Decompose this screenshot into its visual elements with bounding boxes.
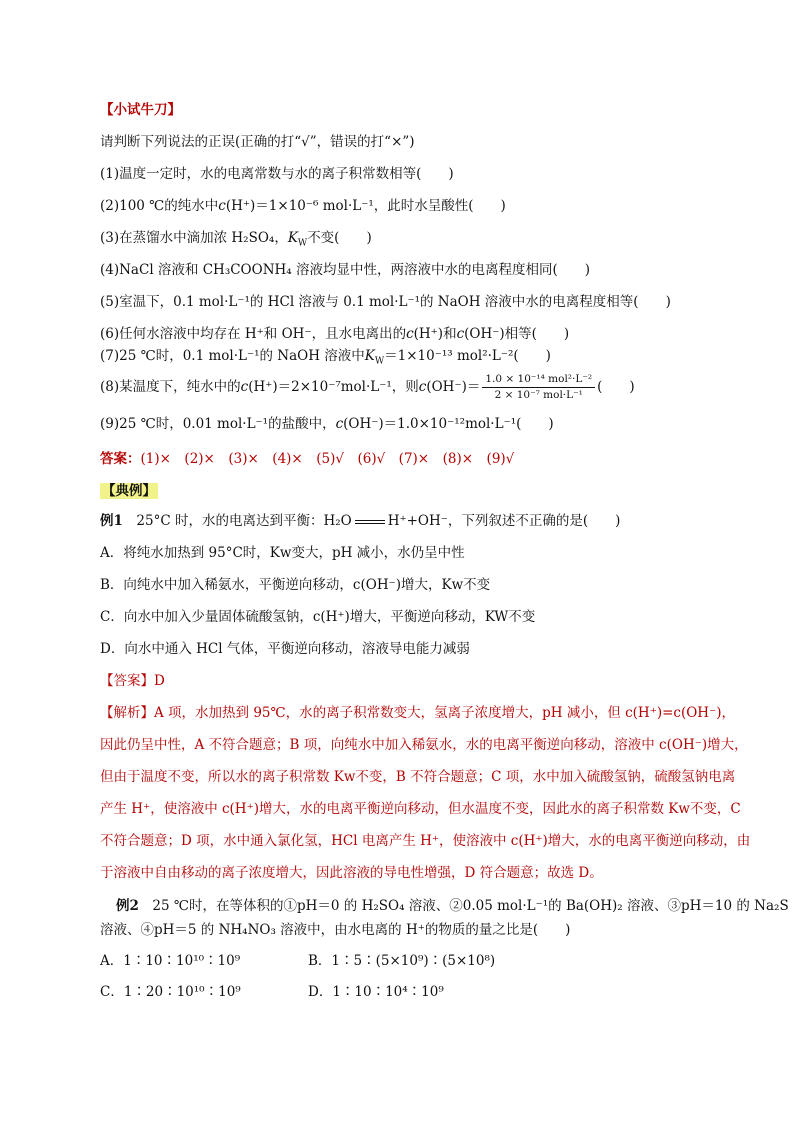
question-2 (100, 197, 506, 215)
q8-text-d: (OH⁻)＝ (426, 379, 481, 395)
example-1-stem (100, 512, 620, 530)
q3-text-a: (3)在蒸馏水中滴加浓 H₂SO₄， (100, 230, 288, 246)
q6-c2: c (456, 326, 465, 342)
example-2-option-c: C．1∶20∶10¹⁰∶10⁹ (100, 984, 241, 1000)
q8-text-b: (H⁺)＝2×10⁻⁷mol·L⁻¹，则 (248, 379, 419, 395)
question-5: (5)室温下，0.1 mol·L⁻¹的 HCl 溶液与 0.1 mol·L⁻¹的 NaOH 溶液中水的电离程度相等( ) (100, 294, 671, 310)
example-1-analysis-line-2: 因此仍呈中性，A 不符合题意；B 项，向纯水中加入稀氨水，水的电离平衡逆向移动，溶液中 c(OH⁻)增大， (100, 737, 748, 753)
example-2-stem-line-2: 溶液、④pH＝5 的 NH₄NO₃ 溶液中，由水电离的 H⁺的物质的量之比是( ) (100, 922, 571, 938)
q7-k: K (364, 348, 375, 364)
example-2-option-b: B．1∶5∶(5×10⁹)∶(5×10⁸) (308, 953, 496, 969)
answers-line (100, 450, 514, 468)
q8-c2: c (418, 379, 427, 395)
question-9 (100, 415, 554, 433)
question-8 (100, 373, 635, 402)
example-1-analysis-label: 【解析】 (100, 705, 154, 721)
example-1-answer-label: 【答案】 (100, 673, 154, 689)
example-1-text-b: H⁺+OH⁻，下列叙述不正确的是( ) (387, 513, 621, 529)
example-1-analysis-line-5: 不符合题意；D 项，水中通入氯化氢，HCl 电离产生 H⁺，使溶液中 c(H⁺)增大，水的电离平衡逆向移动，由 (100, 833, 751, 849)
section-heading-example (100, 482, 158, 500)
question-7 (100, 347, 551, 365)
example-1-label: 例1 (100, 513, 123, 529)
example-1-option-b: B．向纯水中加入稀氨水，平衡逆向移动，c(OH⁻)增大，Kw不变 (100, 577, 491, 593)
example-heading-label: 【典例】 (102, 483, 156, 499)
q6-text-b: (H⁺)和 (413, 326, 457, 342)
example-1-answer-value: D (154, 673, 165, 689)
q8-denominator: 2 × 10⁻⁷ mol·L⁻¹ (494, 389, 583, 401)
q9-c: c (335, 416, 344, 432)
question-6 (100, 325, 569, 343)
example-1-analysis-line-1 (100, 704, 735, 722)
q8-c1: c (240, 379, 249, 395)
example-1-answer (100, 672, 165, 690)
example-1-analysis-text-1: A 项，水加热到 95℃，水的离子积常数变大，氢离子浓度增大，pH 减小，但 c(H⁺)=c(OH⁻)， (154, 705, 735, 721)
example-2-option-a: A．1∶10∶10¹⁰∶10⁹ (100, 953, 241, 969)
example-2-text-1: 25 ℃时，在等体积的①pH＝0 的 H₂SO₄ 溶液、②0.05 mol·L⁻¹的 Ba(OH)₂ 溶液、③pH＝10 的 Na₂S (138, 898, 789, 914)
example-2-stem-line-1 (116, 897, 789, 915)
answers-label: 答案： (100, 451, 141, 467)
q7-text-b: ＝1×10⁻¹³ mol²·L⁻²( ) (384, 348, 551, 364)
example-1-option-c: C．向水中加入少量固体硫酸氢钠，c(H⁺)增大，平衡逆向移动，KW不变 (100, 609, 536, 625)
answers-text: (1)× (2)× (3)× (4)× (5)√ (6)√ (7)× (8)× (9)√ (140, 451, 515, 467)
example-2-option-d: D．1∶10∶10⁴∶10⁹ (308, 984, 444, 1000)
q8-text-e: ( ) (597, 379, 635, 395)
equilibrium-arrow-icon (355, 517, 385, 527)
question-3 (100, 229, 372, 247)
q3-w: W (297, 238, 308, 249)
q8-numerator: 1.0 × 10⁻¹⁴ mol²·L⁻² (482, 373, 595, 388)
example-1-analysis-line-4: 产生 H⁺，使溶液中 c(H⁺)增大，水的电离平衡逆向移动，但水温度不变，因此水的离子积常数 Kw不变，C (100, 801, 741, 817)
q6-text-d: (OH⁻)相等( ) (464, 326, 570, 342)
q6-text-a: (6)任何水溶液中均存在 H⁺和 OH⁻，且水电离出的 (100, 326, 407, 342)
question-4: (4)NaCl 溶液和 CH₃COONH₄ 溶液均显中性，两溶液中水的电离程度相同( ) (100, 262, 591, 278)
q3-k: K (287, 230, 298, 246)
instruction-text: 请判断下列说法的正误(正确的打“√”，错误的打“×”) (100, 134, 415, 150)
q2-c: c (218, 198, 226, 214)
q2-text-a: (2)100 ℃的纯水中 (100, 198, 219, 214)
question-1: (1)温度一定时，水的电离常数与水的离子积常数相等( ) (100, 166, 454, 182)
example-1-analysis-line-6: 于溶液中自由移动的离子浓度增大，因此溶液的导电性增强，D 符合题意；故选 D。 (100, 865, 603, 881)
q9-text-b: (OH⁻)＝1.0×10⁻¹²mol·L⁻¹( ) (343, 416, 554, 432)
example-2-label: 例2 (116, 898, 139, 914)
q3-text-b: 不变( ) (307, 230, 372, 246)
q8-text-a: (8)某温度下，纯水中的 (100, 379, 241, 395)
section-heading-try: 【小试牛刀】 (100, 102, 181, 118)
example-1-option-d: D．向水中通入 HCl 气体，平衡逆向移动，溶液导电能力减弱 (100, 641, 470, 657)
example-1-text-a: 25°C 时，水的电离达到平衡：H₂O (122, 513, 352, 529)
q8-fraction (482, 373, 595, 402)
example-1-analysis-line-3: 但由于温度不变，所以水的离子积常数 Kw不变，B 不符合题意；C 项，水中加入硫酸氢钠，硫酸氢钠电离 (100, 769, 736, 785)
q7-w: W (374, 356, 385, 367)
q7-text-a: (7)25 ℃时，0.1 mol·L⁻¹的 NaOH 溶液中 (100, 348, 365, 364)
q9-text-a: (9)25 ℃时，0.01 mol·L⁻¹的盐酸中， (100, 416, 336, 432)
q6-c1: c (406, 326, 414, 342)
example-1-option-a: A．将纯水加热到 95°C时，Kw变大，pH 减小，水仍呈中性 (100, 545, 465, 561)
q2-text-b: (H⁺)＝1×10⁻⁶ mol·L⁻¹，此时水呈酸性( ) (225, 198, 506, 214)
